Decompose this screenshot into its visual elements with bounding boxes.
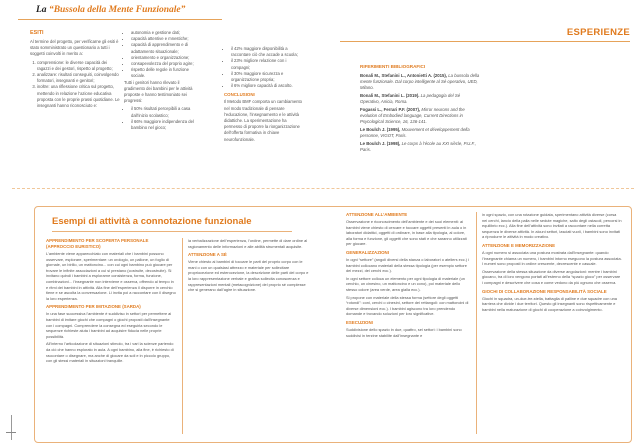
- reference-item: [360, 141, 480, 153]
- example-paragraph: All’interno l’articolazione di situazioni stimolo, tra i vari la scienze partendo da ciò che hanno esplorato in aula. A ogni bambino, alla fine, è richiesto di raccontare o disegnare, ma anche di giocare da soli e in piccolo gruppo, con gli stessi materiali in situazioni tranquille.: [46, 341, 174, 364]
- example-paragraph: In ogni settore colloca un elemento per ogni tipologia di materiale (un cerchio, un cinesino, un mattoncino e un cono), poi materiale dello stesso colore (area verde, area gialla ecc.).: [346, 275, 465, 292]
- reference-text: Mouvement et développement della personne, VIGOT, Paris.: [360, 127, 470, 138]
- example-paragraph: Si propone con materiale della stessa forma (settore degli oggetti “rotondi”: coni, cerchi o cinesini, settore dei rettangoli: con mattoncini di diverse dimensioni ecc.). I bambini agiscono tra loro prendendo domande e trovando soluzioni per loro significative.: [346, 294, 469, 317]
- example-paragraph: Viene chiesto ai bambini di toccare le parti del proprio corpo con le mani o con un qualsiasi attrezzo e materiale per sollecitare propriocezione ed esterocezione, la descrizione delle parti del corpo e la loro rappresentazione verbale e grafica sollecita conoscenza e rappresentazioni mentali (metacognizione) del proprio sé complesse che si generano dall’agire in situazione.: [188, 259, 309, 293]
- example-heading: APPRENDIMENTO PER SCOPERTA PERSONALE (APPROCCIO EURISTICO): [46, 238, 149, 249]
- reference-item: [360, 107, 480, 125]
- example-paragraph: Giochi in squadra, un-due-tre-stella, battaglia di palline e due squadre con una barriera che divide i due territori. Questo gli insegnanti sono rispettivamente e bambini nella maturazione di giochi di cooperazione a coinvolgimento.: [482, 295, 617, 312]
- reference-text: La pedagogia del Sé Operativo, Anicia, Roma.: [360, 93, 461, 104]
- example-paragraph: L’ambiente viene apparecchiato con materiali che i bambini possono osservare, esplorare, sperimentare: un orologio, un pallone, un foglio di giornale, un birillo, un mattoncino... con cui ogni bambino può giocare per trovare le infinite associazioni a cui si prestano (costruite, decostruite). Si invitano quindi i bambini a esplorarne consistenza, forma, funzione, combinazioni... l’insegnante non interviene e osserva, offrendo al tempo in e ritmi dei bambini in attività. Alla fine dell’esperienza il disporre in cerchio tiene e se ascolta la conversazione. Li invita poi a raccontare con il disegno la loro esperienza.: [46, 251, 176, 301]
- esiti-list: [30, 60, 120, 110]
- esiti-item: 3. inoltre: una riflessione critica sul progetto, mettendo in relazione l’azione educativa proposta con le proprie prassi quotidiane. Le insegnanti hanno riconosciuto e:: [37, 84, 120, 109]
- header-title-prefix: La: [36, 5, 49, 15]
- reference-item: [360, 73, 480, 91]
- section-rule: [340, 41, 630, 42]
- esiti-item: 2. analizzare: risultati conseguiti, coinvolgendo formatori, insegnanti e genitori;: [37, 72, 120, 84]
- page-edge-mark: [6, 432, 16, 433]
- example-paragraph: In una fase successiva l’ambiente è suddiviso in settori per permettere ai bambini di imitare giochi che compagni o giochi proposti dall’insegnante con i compagni. Comprendere la consegna ed eseguirla secondo le sequenze richieste aiuta i bambini ad acquisire fiducia nelle proprie possibilità.: [46, 311, 172, 339]
- column-rule: [476, 212, 477, 434]
- example-heading: ESECUZIONI: [346, 319, 373, 325]
- benefit-item: • rispetto delle regole in funzione sociale.: [131, 67, 200, 79]
- example-paragraph: Suddivisione dello spazio in due, quattro, sei settori: i bambini sono suddivisi in terzine stabilite dall’insegnante e: [346, 326, 462, 338]
- benefit-item: • consapevolezza del proprio agire;: [131, 61, 200, 67]
- example-heading: APPRENDIMENTO PER IMITAZIONE (SARDA): [46, 304, 141, 310]
- column-rule: [182, 238, 183, 434]
- reference-item: [360, 127, 480, 139]
- data-intro: Tutti i genitori hanno rilevato il gradimento dei bambini per le attività proposte e hanno testimoniato sei progressi:: [124, 79, 193, 104]
- benefit-item: • orientamento e organizzazione;: [131, 55, 200, 61]
- benefit-item: • autonomia e gestione dati;: [131, 30, 200, 36]
- esiti-intro: Al termine del progetto, per verificarne gli esiti è stato somministrato un questionario a tutti i soggetti coinvolti in merito a:: [30, 39, 119, 57]
- example-paragraph: In ogni “settore” (angoli diversi della stanza o laboratori o ateliers ecc.) i bambini collocano materiali della stessa tipologia (per esempio settore dei mezzi, dei cerchi ecc.).: [346, 256, 470, 274]
- example-heading: GENERALIZZAZIONI: [346, 249, 389, 255]
- stats-column: [224, 46, 302, 145]
- reference-authors: Le Boulch J. (1998),: [360, 141, 401, 146]
- page-spine-mark: [11, 415, 12, 440]
- examples-title-rule: [52, 231, 292, 232]
- stat-item: • il 6% migliore capacità di ascolto.: [231, 83, 302, 89]
- page-header-title: [36, 5, 185, 15]
- stat-item: • il 42% maggiore disponibilità a raccontare ciò che accade a scuola;: [231, 46, 302, 58]
- stats-right-list: [224, 46, 302, 89]
- reference-authors: Fogassi L., Ferrari P.F. (2007),: [360, 107, 421, 112]
- benefits-list: [124, 30, 200, 80]
- reference-text: Le corps à l’école au XXI siècle, P.U.F., Paris.: [360, 141, 476, 152]
- examples-column-4: [482, 212, 622, 314]
- examples-column-1: [46, 238, 176, 366]
- example-paragraph: Osservazione e riconoscimento dell’ambiente e dei suoi elementi: ai bambini viene chiesto di cercare e toccare oggetti presenti in aula o in laboratori didattici, oggetti di ordinare, in base alla tipologia, al colore, alla forma e funzione, gli oggetti che sono stati e che saranno utilizzati per giocare.: [346, 219, 467, 247]
- example-heading: ATTENZIONE E MEMORIZZAZIONE: [482, 242, 556, 248]
- stat-item: • il 23% migliore relazione con i compagni;: [231, 58, 302, 70]
- header-rule: [18, 19, 222, 20]
- reference-authors: Bonali M., Stefanini L. (2019).: [360, 93, 420, 98]
- reference-authors: Le Boulch J. (1995),: [360, 127, 401, 132]
- conclusion-text: Il Metodo BMF comporta un cambiamento nel modo tradizionale di pensare l’educazione, l’insegnamento e le attività didattiche. La sperimentazione ha permesso di proporre la riorganizzazione dell’offerta formativa in chiave neurofunzionale.: [224, 99, 302, 142]
- benefit-item: • capacità attentive e mnestiche;: [131, 36, 200, 42]
- examples-column-3: [346, 212, 470, 340]
- section-label: ESPERIENZE: [566, 27, 630, 38]
- stat-item: • il 66% maggiore indipendenza del bambino nel gioco;: [131, 119, 200, 131]
- example-paragraph: la verbalizzazione dell’esperienza, l’ordine, permette di dare ordine al ragionamento delle informazioni e alle abilità strumentali acquisite.: [188, 238, 308, 249]
- example-heading: ATTENZIONE ALL’AMBIENTE: [346, 212, 408, 217]
- example-heading: ATTENZIONE A SÉ: [188, 252, 227, 258]
- reference-text: Mirror neurons and the evolution of Embodied language, Current Directions in Psycological Science, 16, 136-141.: [360, 107, 465, 124]
- esiti-item: 1. comprensione: le diverse capacità dei ragazzi e dei gestori, rispetto al progetto;: [37, 60, 120, 72]
- conclusion-heading: CONCLUSIONI: [224, 92, 255, 98]
- stat-item: • il 50% risultati percepibili a casa dall’inizio scolastico;: [131, 106, 200, 118]
- example-paragraph: in ogni spazio, con una rotazione guidata, sperimentano attività diverse (corsa nei cerchi, lancio della palla nelle sedute magiche, salto degli ostacoli, percorsi in equilibrio ecc.). Alla fine dell’attività sono invitati a raccontare nella corretta sequenza le diverse attività. In alcuni settori, lasciati vuoti, i bambini sono invitati a riprodurre le attività in modo creativo.: [482, 212, 622, 240]
- reference-authors: Bonali M., Stefanini L., Antonietti A. (2015),: [360, 73, 448, 78]
- references-heading: RIFERIMENTI BIBLIOGRAFICI: [360, 64, 426, 69]
- section-divider: [12, 188, 634, 189]
- example-paragraph: A ogni numero si associata una postura mostrata dall’insegnante: quando l’insegnante chiama un numero, i bambini intorno eseguono la postura associata. I numeri sono proposti in ordine crescente, decrescente e casuale.: [482, 249, 622, 267]
- examples-column-2: [188, 238, 312, 295]
- stat-item: • il 30% maggiore sicurezza e organizzazione propria;: [231, 71, 302, 83]
- esiti-heading: ESITI: [30, 30, 44, 36]
- reference-item: [360, 93, 480, 105]
- examples-title: Esempi di attività a connotazione funzionale: [52, 216, 252, 227]
- stats-left-list: [124, 106, 200, 131]
- benefit-item: • capacità di apprendimento e di adattamento situazionale;: [131, 42, 200, 54]
- benefits-column: [124, 30, 200, 131]
- header-title-main: “Bussola della Mente Funzionale”: [48, 5, 186, 15]
- example-paragraph: Osservazione della stessa situazione da diverse angolazioni: mentre i bambini giocano, tra di loro vengono portati all’esterno della “spazio gioco” per osservare i compagni e descrivere che cosa e come vedono da più ognuno che osserva.: [482, 268, 621, 285]
- esiti-column: [30, 30, 120, 109]
- reference-text: La bussola della mente funzionale. Dal corpo intelligente al Sé operativo, UED, Milano.: [360, 73, 480, 90]
- references-column: [360, 64, 480, 155]
- example-heading: GIOCHI DI COLLABORAZIONE RESPONSABILITÀ SOCIALE: [482, 288, 607, 294]
